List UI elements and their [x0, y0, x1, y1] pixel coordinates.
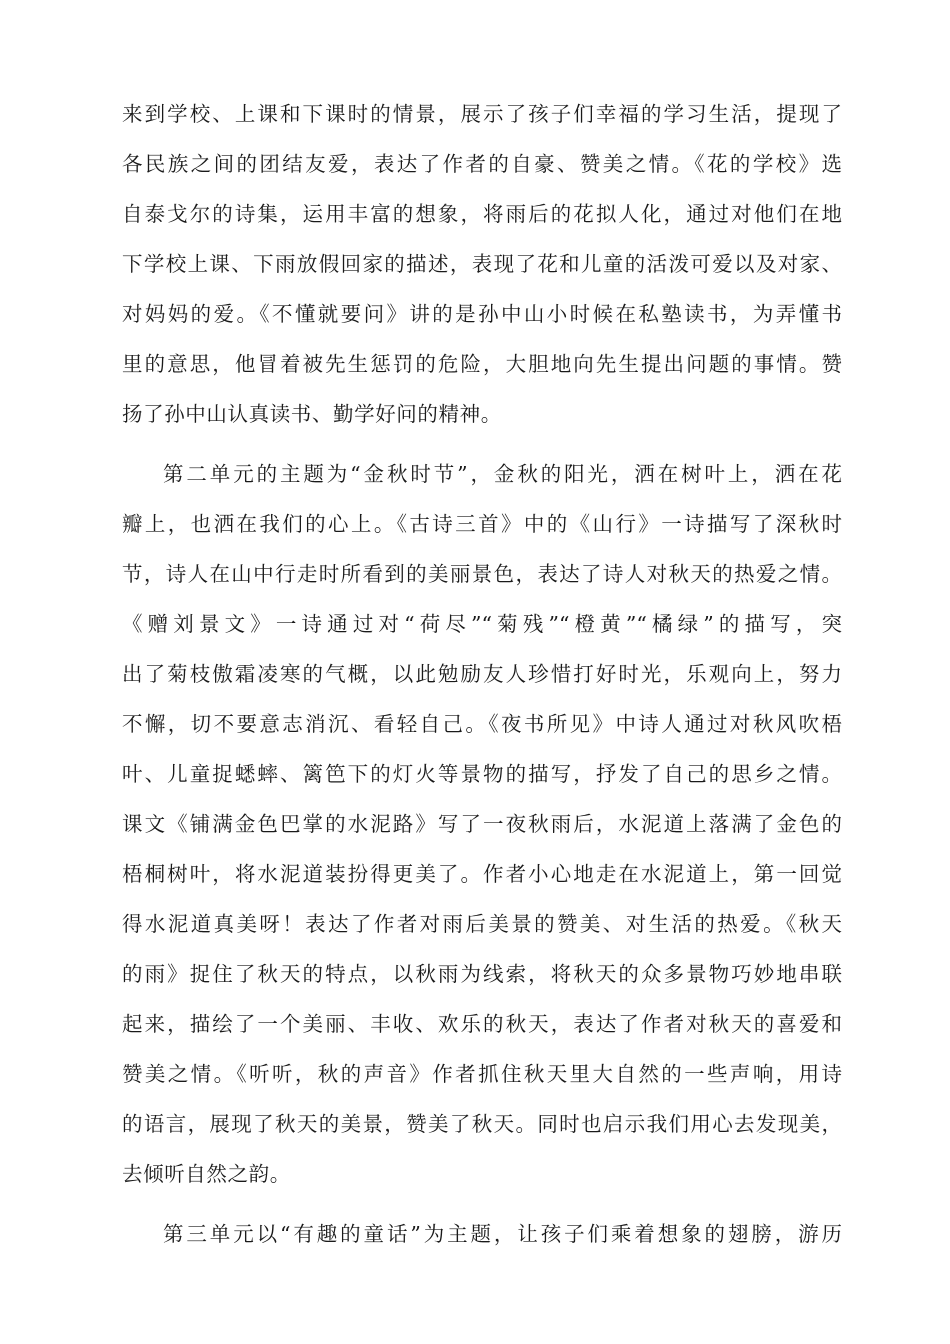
paragraph-1-line-7: 扬了孙中山认真读书、勤学好问的精神。: [122, 402, 502, 426]
paragraph-1-line-1: 来到学校、上课和下课时的情景，展示了孩子们幸福的学习生活，提现了: [122, 102, 842, 126]
paragraph-2-line-12: 起来，描绘了一个美丽、丰收、欢乐的秋天，表达了作者对秋天的喜爱和: [122, 1012, 842, 1036]
paragraph-2-line-3: 节，诗人在山中行走时所看到的美丽景色，表达了诗人对秋天的热爱之情。: [122, 562, 842, 586]
paragraph-2-line-1: 第二单元的主题为“金秋时节”，金秋的阳光，洒在树叶上，洒在花: [163, 462, 842, 486]
paragraph-1-line-2: 各民族之间的团结友爱，表达了作者的自豪、赞美之情。《花的学校》选: [122, 152, 842, 176]
paragraph-2-line-2: 瓣上，也洒在我们的心上。《古诗三首》中的《山行》一诗描写了深秋时: [122, 512, 842, 536]
paragraph-1-line-3: 自泰戈尔的诗集，运用丰富的想象，将雨后的花拟人化，通过对他们在地: [122, 202, 842, 226]
paragraph-2-line-15: 去倾听自然之韵。: [122, 1162, 291, 1186]
paragraph-2-line-7: 叶、儿童捉蟋蟀、篱笆下的灯火等景物的描写，抒发了自己的思乡之情。: [122, 762, 842, 786]
paragraph-2-line-6: 不懈，切不要意志消沉、看轻自己。《夜书所见》中诗人通过对秋风吹梧: [122, 712, 842, 736]
paragraph-2-line-11: 的雨》捉住了秋天的特点，以秋雨为线索，将秋天的众多景物巧妙地串联: [122, 962, 842, 986]
paragraph-2-line-10: 得水泥道真美呀！表达了作者对雨后美景的赞美、对生活的热爱。《秋天: [122, 912, 842, 936]
paragraph-1-line-6: 里的意思，他冒着被先生惩罚的危险，大胆地向先生提出问题的事情。赞: [122, 352, 842, 376]
paragraph-1-line-5: 对妈妈的爱。《不懂就要问》讲的是孙中山小时候在私塾读书，为弄懂书: [122, 302, 842, 326]
paragraph-2-line-8: 课文《铺满金色巴掌的水泥路》写了一夜秋雨后，水泥道上落满了金色的: [122, 812, 842, 836]
paragraph-2-line-14: 的语言，展现了秋天的美景，赞美了秋天。同时也启示我们用心去发现美，: [122, 1112, 842, 1136]
paragraph-2-line-4: 《赠刘景文》一诗通过对“荷尽”“菊残”“橙黄”“橘绿”的描写，突: [122, 612, 842, 636]
paragraph-2-line-9: 梧桐树叶，将水泥道装扮得更美了。作者小心地走在水泥道上，第一回觉: [122, 862, 842, 886]
paragraph-3-line-1: 第三单元以“有趣的童话”为主题，让孩子们乘着想象的翅膀，游历: [163, 1222, 842, 1246]
paragraph-1-line-4: 下学校上课、下雨放假回家的描述，表现了花和儿童的活泼可爱以及对家、: [122, 252, 842, 276]
paragraph-2-line-5: 出了菊枝傲霜凌寒的气概，以此勉励友人珍惜打好时光，乐观向上，努力: [122, 662, 842, 686]
paragraph-2-line-13: 赞美之情。《听听，秋的声音》作者抓住秋天里大自然的一些声响，用诗: [122, 1062, 842, 1086]
